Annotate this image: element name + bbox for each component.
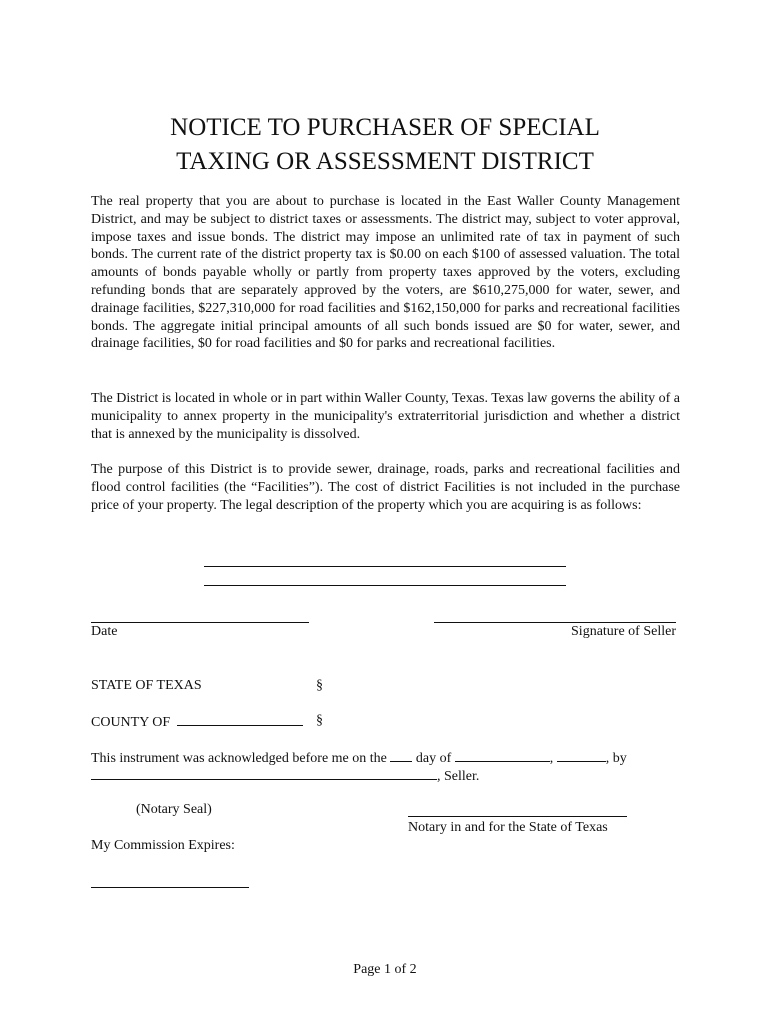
acknowledgment-line-1 xyxy=(91,748,627,767)
county-blank[interactable] xyxy=(177,712,303,726)
county-label: COUNTY OF xyxy=(91,715,171,730)
ack-by: , by xyxy=(605,751,627,766)
county-section-symbol: § xyxy=(316,713,323,728)
date-line[interactable] xyxy=(91,622,309,623)
title-line-1: NOTICE TO PURCHASER OF SPECIAL xyxy=(170,114,600,141)
county-row xyxy=(91,712,303,731)
state-label: STATE OF TEXAS xyxy=(91,678,202,693)
date-label: Date xyxy=(91,624,118,639)
notary-label: Notary in and for the State of Texas xyxy=(408,820,608,835)
ack-comma: , xyxy=(549,751,554,766)
seller-signature-label: Signature of Seller xyxy=(571,624,676,639)
ack-day-of: day of xyxy=(415,751,452,766)
ack-month-blank[interactable] xyxy=(455,748,550,762)
document-title xyxy=(90,111,680,179)
ack-day-blank[interactable] xyxy=(390,748,412,762)
state-section-symbol: § xyxy=(316,678,323,693)
acknowledgment-line-2 xyxy=(91,766,479,785)
legal-description-line-2[interactable] xyxy=(204,585,566,586)
page-footer: Page 1 of 2 xyxy=(353,962,417,977)
purpose-paragraph: The purpose of this District is to provide sewer, drainage, roads, parks and recreational facilities and flood control facilities (the “Facilities”). The cost of district Facilities is not included in the purchase price of your property. The legal description of the property which you are acquiring is as follows: xyxy=(91,462,680,513)
annexation-paragraph: The District is located in whole or in part within Waller County, Texas. Texas law governs the ability of a municipality to annex property in the municipality's extraterritorial jurisdiction and whether a district that is annexed by the municipality is dissolved. xyxy=(91,391,680,442)
ack-seller-name-blank[interactable] xyxy=(91,766,437,780)
commission-expires-line[interactable] xyxy=(91,887,249,888)
ack-seller: , Seller. xyxy=(437,769,480,784)
title-line-2: TAXING OR ASSESSMENT DISTRICT xyxy=(176,148,594,175)
ack-year-blank[interactable] xyxy=(557,748,606,762)
district-disclosure-paragraph: The real property that you are about to purchase is located in the East Waller County Management District, and may be subject to district taxes or assessments. The district may, subject to voter approval, impose taxes and issue bonds. The district may impose an unlimited rate of tax in payment of such bonds. The current rate of the district property tax is $0.00 on each $100 of assessed valuation. The total amounts of bonds payable wholly or partly from property taxes approved by the voters, excluding refunding bonds that are separately approved by the voters, are $610,275,000 for water, sewer, and drainage facilities, $227,310,000 for road facilities and $162,150,000 for parks and recreational facilities bonds. The aggregate initial principal amounts of all such bonds issued are $0 for water, sewer, and drainage facilities, $0 for road facilities and $0 for parks and recreational facilities. xyxy=(91,194,680,352)
ack-text: This instrument was acknowledged before me on the xyxy=(91,751,387,766)
commission-expires-label: My Commission Expires: xyxy=(91,838,235,853)
notary-signature-line[interactable] xyxy=(408,816,627,817)
legal-description-line-1[interactable] xyxy=(204,566,566,567)
notary-seal-label: (Notary Seal) xyxy=(136,802,212,817)
